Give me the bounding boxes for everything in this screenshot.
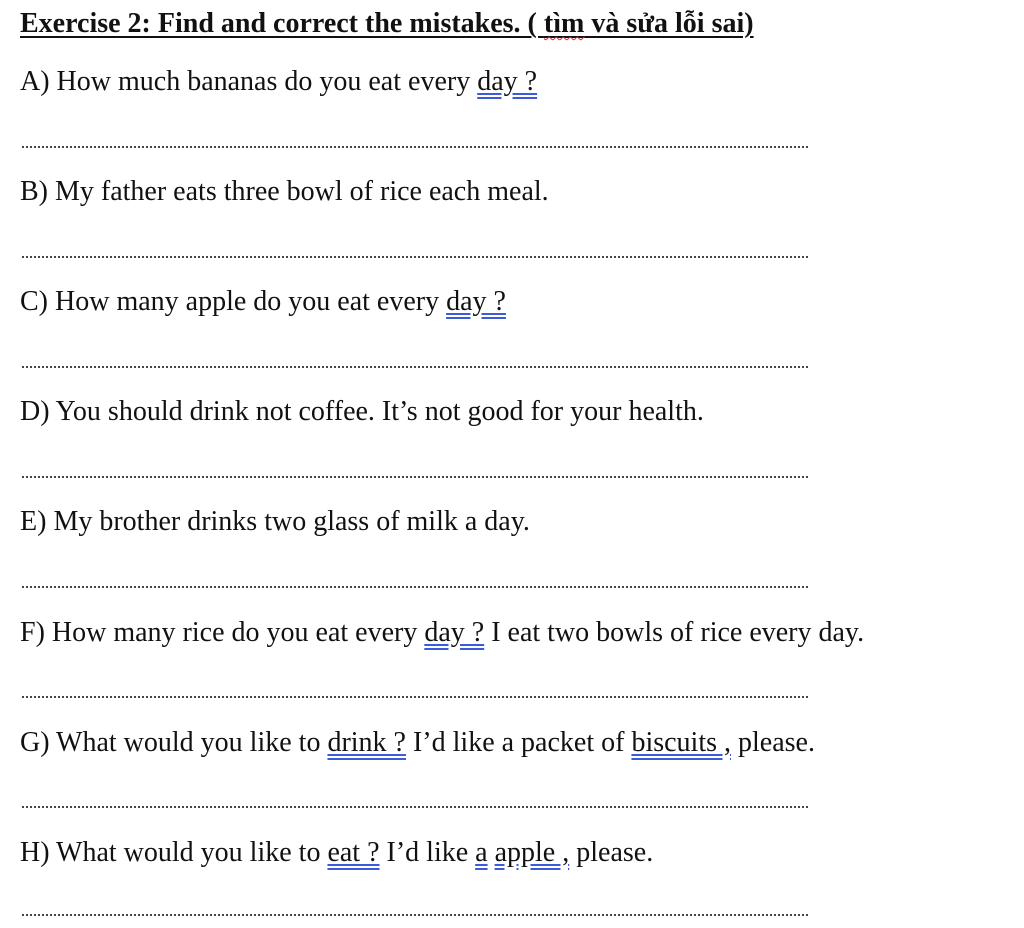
question-label: H)	[20, 837, 50, 868]
question-label: D)	[20, 396, 50, 427]
grammar-mark: eat ?	[327, 837, 380, 868]
question-g	[20, 727, 815, 759]
grammar-mark: apple ,	[494, 837, 570, 868]
question-text: How many rice do you eat every	[51, 617, 425, 648]
grammar-mark: a	[475, 837, 488, 868]
title-text: Exercise 2: Find and correct the mistakes. (	[20, 8, 544, 39]
grammar-mark: day ?	[424, 617, 485, 648]
question-label: G)	[20, 727, 50, 758]
question-f	[20, 617, 864, 649]
question-label: F)	[20, 617, 45, 648]
grammar-mark: day ?	[446, 286, 506, 317]
question-text: What would you like to	[56, 727, 328, 758]
grammar-mark: biscuits ,	[631, 727, 731, 758]
exercise-title	[20, 8, 754, 40]
question-h	[20, 837, 653, 869]
question-c	[20, 286, 506, 318]
question-text: I’d like a packet of	[405, 727, 632, 758]
question-label: E)	[20, 506, 47, 537]
title-vietnamese-word: tìm	[543, 8, 585, 39]
question-text: My father eats three bowl of rice each meal.	[55, 176, 549, 207]
answer-line-h[interactable]	[22, 914, 808, 916]
answer-line-g[interactable]	[22, 806, 808, 808]
answer-line-c[interactable]	[22, 366, 808, 368]
question-a	[20, 66, 537, 98]
question-e	[20, 506, 530, 538]
question-text: I’d like	[379, 837, 476, 868]
question-text: please.	[569, 837, 654, 868]
grammar-mark: day ?	[477, 66, 538, 97]
question-d	[20, 396, 704, 428]
grammar-mark: drink ?	[327, 727, 406, 758]
question-text: please.	[731, 727, 815, 758]
answer-line-d[interactable]	[22, 476, 808, 478]
title-vietnamese-rest: và sửa lỗi sai)	[584, 8, 754, 39]
question-text: I eat two bowls of rice every day.	[484, 617, 865, 648]
answer-line-a[interactable]	[22, 146, 808, 148]
answer-line-b[interactable]	[22, 256, 808, 258]
answer-line-f[interactable]	[22, 696, 808, 698]
question-text	[488, 837, 495, 868]
answer-line-e[interactable]	[22, 586, 808, 588]
question-text: How many apple do you eat every	[55, 286, 447, 317]
question-b	[20, 176, 549, 208]
question-text: My brother drinks two glass of milk a day.	[53, 506, 530, 537]
question-text: How much bananas do you eat every	[56, 66, 478, 97]
question-text: You should drink not coffee. It’s not good for your health.	[55, 396, 704, 427]
question-label: C)	[20, 286, 48, 317]
question-label: B)	[20, 176, 48, 207]
question-label: A)	[20, 66, 50, 97]
question-text: What would you like to	[56, 837, 328, 868]
